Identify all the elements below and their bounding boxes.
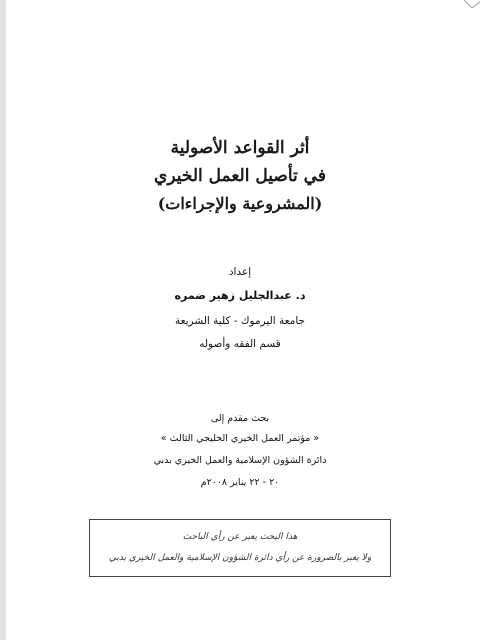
organizer-name: دائرة الشؤون الإسلامية والعمل الخيري بدبي [153,455,327,466]
title-line-3: (المشروعية والإجراءات) [157,194,323,213]
author-department: قسم الفقه وأصوله [199,338,281,350]
disclaimer-box [89,519,391,577]
title-block [0,134,480,218]
title-line-1: أثر القواعد الأصولية [170,138,310,158]
presented-intro: بحث مقدم إلى [210,413,270,424]
author-name: د. عبدالجليل زهير ضمره [174,289,306,302]
page-corner-mark [462,0,480,16]
disclaimer-line-1: هذا البحث يعبر عن رأي الباحث [182,532,298,542]
conference-name: « مؤتمر العمل الخيري الخليجي الثالث » [160,433,320,444]
conference-date: ٢٠ - ٢٢ يناير ٢٠٠٨م [200,477,280,488]
author-university: جامعة اليرموك - كلية الشريعة [174,315,306,327]
prepared-by-label: إعداد [228,266,252,278]
disclaimer-line-2: ولا يعبر بالضرورة عن رأي دائرة الشؤون الإسلامية والعمل الخيري بدبي [108,553,372,563]
title-line-2: في تأصيل العمل الخيري [154,166,326,186]
